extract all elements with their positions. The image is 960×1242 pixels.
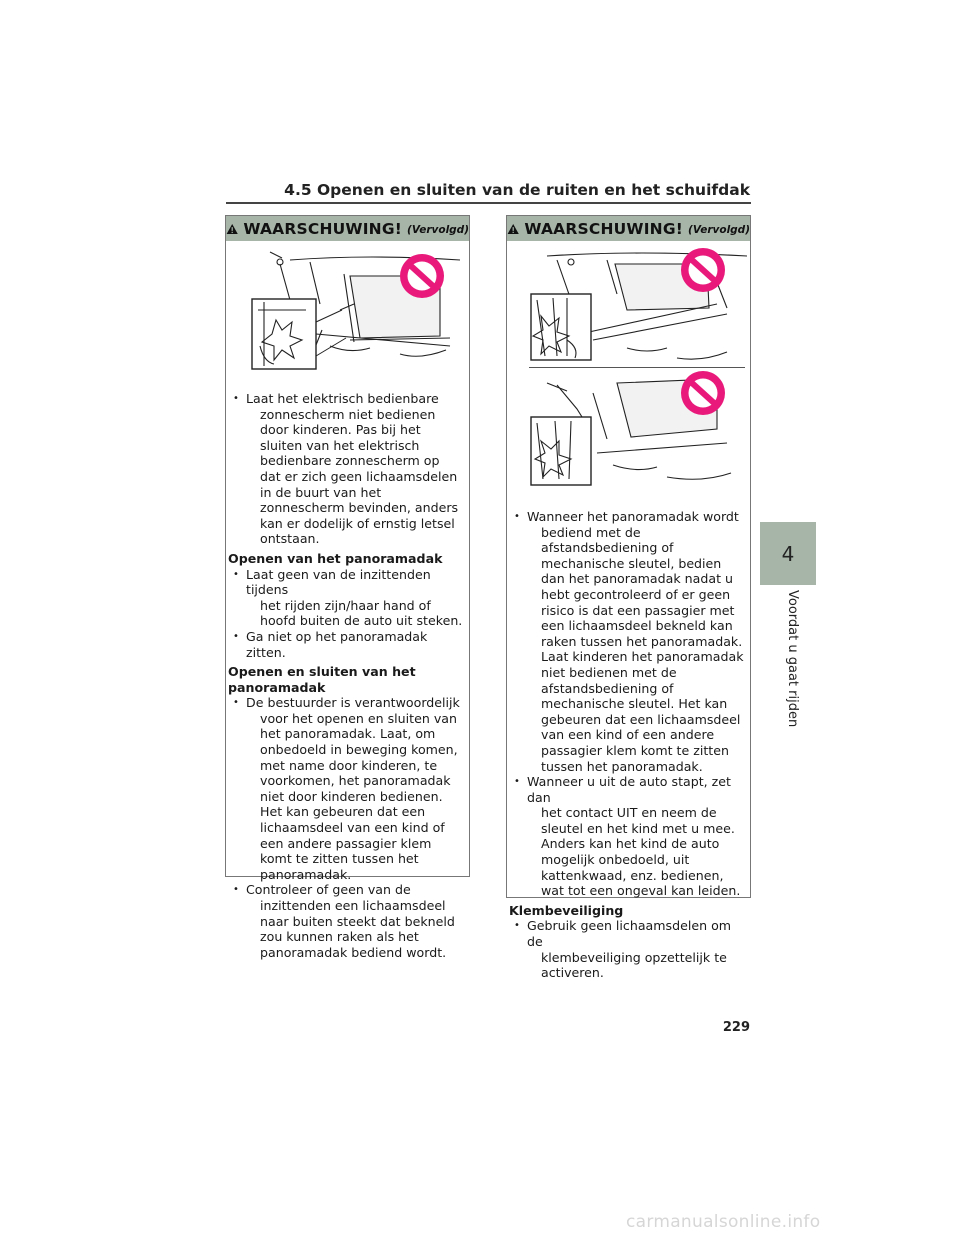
list-item — [228, 629, 463, 660]
list-item-rest: het rijden zijn/haar hand of hoofd buiten de auto uit steken. — [260, 597, 463, 629]
prohibition-icon — [681, 371, 725, 415]
list-item-rest: bediend met de afstandsbediening of mechanische sleutel, bedien dan het panoramadak nadat u hebt gecontroleerd of er geen risico is dat een passagier met een lichaamsdeel bekneld kan raken tussen het panoramadak. Laat kinderen het panoramadak niet bedienen met de afstandsbediening of mechanische sleutel. Het kan gebeuren dat een lichaamsdeel van een kind of een andere passagier klem komt te zitten tussen het panoramadak. — [541, 524, 744, 774]
list-item — [228, 882, 463, 960]
prohibition-icon — [681, 248, 725, 292]
list-item-rest: zonnescherm niet bedienen door kinderen. Pas bij het sluiten van het elektrisch bedienbare zonnescherm op dat er zich geen lichaamsdelen in de buurt van het zonnescherm bevinden, anders kan er dodelijk of ernstig letsel ontstaan. — [260, 406, 459, 547]
list-item-first: • Laat het elektrisch bedienbare — [246, 391, 439, 406]
subheading: Openen van het panoramadak — [228, 550, 443, 566]
warning-continued: (Vervolgd) — [407, 224, 469, 236]
list-item-first: • Ga niet op het panoramadak zitten. — [246, 628, 428, 660]
warning-content-left — [226, 391, 469, 960]
warning-continued: (Vervolgd) — [688, 224, 750, 236]
chapter-number: 4 — [781, 541, 795, 566]
warning-title: WAARSCHUWING! — [243, 219, 403, 238]
page-header-title: 4.5 Openen en sluiten van de ruiten en het schuifdak — [284, 181, 750, 199]
list-item — [509, 774, 744, 899]
list-item — [228, 567, 463, 629]
list-item-rest: het contact UIT en neem de sleutel en het kind met u mee. Anders kan het kind de auto mogelijk onbedoeld, uit kattenkwaad, enz. bedienen, wat tot een ongeval kan leiden. — [541, 805, 741, 899]
list-item — [228, 391, 463, 547]
list-item-rest: inzittenden een lichaamsdeel naar buiten steekt dat bekneld zou kunnen raken als het panoramadak bediend wordt. — [260, 898, 455, 960]
illustration-divider — [529, 367, 745, 368]
list-item-rest: klembeveiliging opzettelijk te activeren. — [541, 949, 727, 981]
list-item — [228, 695, 463, 882]
subheading: Openen en sluiten van het panoramadak — [228, 664, 416, 695]
warning-title: WAARSCHUWING! — [524, 219, 684, 238]
chapter-tab[interactable] — [760, 522, 816, 585]
warning-content-right — [507, 509, 750, 981]
chapter-label: Voordat u gaat rijden — [785, 590, 800, 728]
warning-triangle-icon — [226, 220, 238, 238]
list-item-first: • Wanneer het panoramadak wordt — [527, 509, 739, 524]
warning-triangle-icon — [507, 220, 519, 238]
list-item-first: • Controleer of geen van de — [246, 882, 411, 898]
list-item — [509, 509, 744, 774]
sunshade-illustration — [250, 250, 468, 390]
watermark: carmanualsonline.info — [626, 1212, 821, 1232]
list-item — [509, 918, 744, 980]
header-rule — [226, 202, 751, 204]
page-number: 229 — [722, 1020, 750, 1035]
list-item-first: • Wanneer u uit de auto stapt, zet dan — [527, 774, 731, 805]
panorama-roof-illustration-2 — [527, 369, 749, 493]
warning-box-left — [225, 215, 470, 960]
panorama-roof-illustration-1 — [527, 248, 749, 366]
list-item-first: • Laat geen van de inzittenden tijdens — [246, 566, 431, 598]
list-item-rest: voor het openen en sluiten van het panoramadak. Laat, om onbedoeld in beweging komen, met name door kinderen, te voorkomen, het panoramadak niet door kinderen bedienen. Het kan gebeuren dat een lichaamsdeel van een kind of een andere passagier klem komt te zitten tussen het panoramadak. — [260, 710, 458, 882]
warning-box-right — [506, 215, 751, 981]
prohibition-icon — [400, 254, 444, 298]
warning-header — [226, 216, 469, 241]
subheading: Klembeveiliging — [509, 902, 624, 918]
list-item-first: • De bestuurder is verantwoordelijk — [246, 695, 460, 711]
list-item-first: • Gebruik geen lichaamsdelen om de — [527, 918, 732, 950]
warning-header — [507, 216, 750, 241]
